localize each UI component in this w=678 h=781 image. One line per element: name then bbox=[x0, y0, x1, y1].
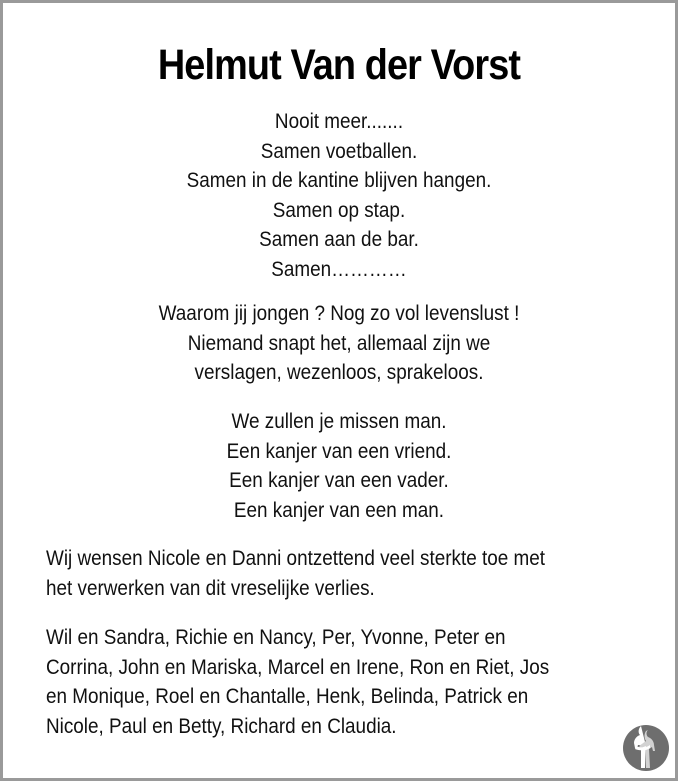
poem-stanza-2 bbox=[3, 299, 675, 388]
signatories bbox=[46, 623, 678, 741]
deceased-name: Helmut Van der Vorst bbox=[157, 41, 521, 89]
poem-line: Een kanjer van een vriend. bbox=[226, 439, 452, 463]
poem-line: Een kanjer van een vader. bbox=[229, 469, 449, 492]
poem-line: verslagen, wezenloos, sprakeloos. bbox=[194, 361, 484, 384]
poem-line: Waarom jij jongen ? Nog zo vol levenslust ! bbox=[158, 302, 520, 325]
condolence-message bbox=[46, 544, 678, 603]
poem-line: Samen in de kantine blijven hangen. bbox=[186, 169, 492, 192]
poem-stanza-3 bbox=[3, 407, 675, 525]
signatory-line: Corrina, John en Mariska, Marcel en Irene, Ron en Riet, Jos bbox=[46, 655, 550, 679]
message-line: het verwerken van dit vreselijke verlies. bbox=[46, 576, 375, 600]
poem-line: Samen voetballen. bbox=[260, 139, 418, 163]
signatory-line: en Monique, Roel en Chantalle, Henk, Belinda, Patrick en bbox=[46, 685, 529, 708]
poem-line: Niemand snapt het, allemaal zijn we bbox=[187, 331, 491, 355]
poem-line: Samen aan de bar. bbox=[259, 228, 419, 251]
signatory-line: Nicole, Paul en Betty, Richard en Claudia. bbox=[46, 714, 397, 738]
poem-line: Samen op stap. bbox=[272, 198, 406, 222]
poem-line: Samen………… bbox=[271, 257, 407, 281]
message-line: Wij wensen Nicole en Danni ontzettend veel sterkte toe met bbox=[46, 547, 546, 570]
poem-line: Een kanjer van een man. bbox=[233, 498, 445, 522]
poem-line: Nooit meer....... bbox=[274, 110, 404, 133]
poem-stanza-1 bbox=[3, 107, 675, 284]
signatory-line: Wil en Sandra, Richie en Nancy, Per, Yvonne, Peter en bbox=[46, 626, 506, 649]
embracing-figures-icon bbox=[622, 724, 670, 772]
poem-line: We zullen je missen man. bbox=[231, 410, 447, 433]
